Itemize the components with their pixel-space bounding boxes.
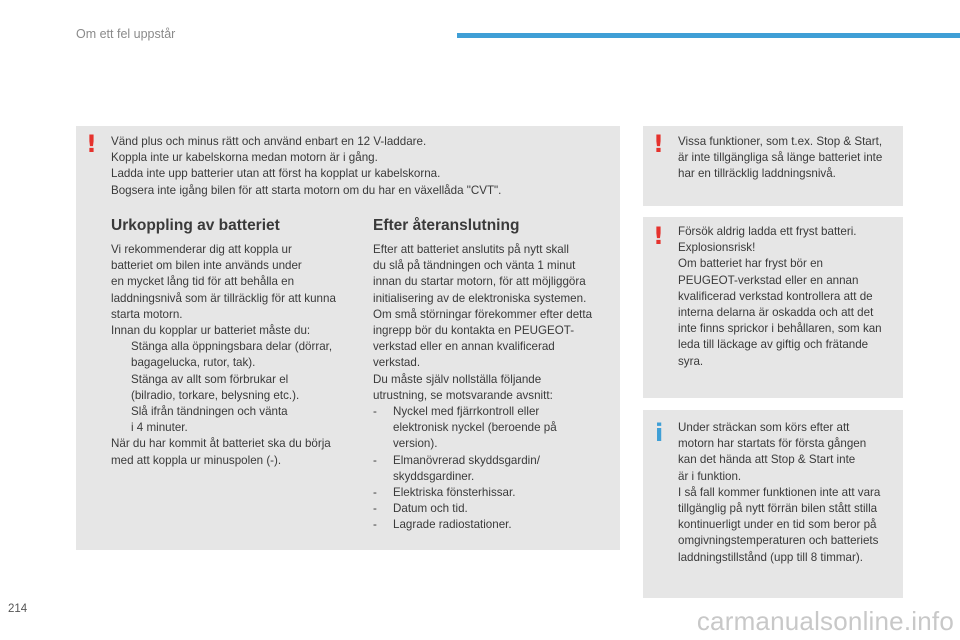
- dash-mark: -: [373, 453, 377, 467]
- reconnect-line: initialisering av de elektroniska systemen.: [373, 291, 587, 305]
- bullet-line: i 4 minuter.: [131, 421, 188, 435]
- reconnect-heading: Efter återanslutning: [373, 217, 520, 234]
- warning-icon: !: [86, 130, 97, 158]
- disconnect-heading: Urkoppling av batteriet: [111, 217, 280, 234]
- side-warning-line: PEUGEOT-verkstad eller en annan: [678, 273, 859, 287]
- disconnect-text: [111, 242, 361, 469]
- side-info-line: kontinuerligt under en tid som beror på: [678, 518, 877, 532]
- dash-mark: -: [373, 518, 377, 532]
- reconnect-line: verkstad.: [373, 356, 421, 370]
- top-warning-line: Koppla inte ur kabelskorna medan motorn är i gång.: [111, 151, 378, 165]
- item-line: Elmanövrerad skyddsgardin/: [393, 453, 540, 467]
- disconnect-line: starta motorn.: [111, 307, 183, 321]
- side-warning-1-text: [678, 134, 900, 183]
- side-info-line: motorn har startats för första gången: [678, 437, 867, 451]
- reconnect-line: innan du startar motorn, för att möjliggöra: [373, 275, 586, 289]
- reconnect-line: Efter att batteriet anslutits på nytt skall: [373, 243, 569, 256]
- side-warning-line: Vissa funktioner, som t.ex. Stop & Start,: [678, 135, 883, 148]
- side-warning-line: Explosionsrisk!: [678, 241, 756, 255]
- reconnect-line: Om små störningar förekommer efter detta: [373, 307, 593, 321]
- side-warning-line: kvalificerad verkstad kontrollera att de: [678, 289, 873, 303]
- disconnect-line: När du har kommit åt batteriet ska du börja: [111, 437, 331, 451]
- item-line: Nyckel med fjärrkontroll eller: [393, 405, 540, 419]
- reconnect-line: verkstad eller en annan kvalificerad: [373, 340, 555, 354]
- reconnect-item: [373, 517, 613, 533]
- dash-mark: -: [373, 502, 377, 516]
- reconnect-line: ingrepp bör du kontakta en PEUGEOT-: [373, 324, 575, 338]
- item-line: Elektriska fönsterhissar.: [393, 486, 516, 500]
- reconnect-line: Du måste själv nollställa följande: [373, 372, 542, 386]
- watermark: carmanualsonline.info: [696, 606, 954, 636]
- item-line: Datum och tid.: [393, 502, 468, 516]
- reconnect-text: [373, 242, 613, 534]
- dash-mark: -: [373, 405, 377, 419]
- section-title: Om ett fel uppstår: [76, 27, 176, 41]
- reconnect-line: du slå på tändningen och vänta 1 minut: [373, 259, 576, 273]
- warning-icon: !: [653, 222, 664, 250]
- side-info-line: omgivningstemperaturen och batteriets: [678, 534, 879, 548]
- top-warning-line: Bogsera inte igång bilen för att starta motorn om du har en växellåda "CVT".: [111, 183, 502, 197]
- bullet-line: bagagelucka, rutor, tak).: [131, 356, 256, 370]
- item-line: skyddsgardiner.: [393, 469, 475, 483]
- side-info-line: tillgänglig på nytt förrän bilen stått stilla: [678, 502, 878, 516]
- disconnect-line: laddningsnivå som är tillräcklig för att kunna: [111, 291, 336, 305]
- disconnect-line: batteriet om bilen inte används under: [111, 259, 302, 273]
- side-warning-line: leda till läckage av giftig och frätande: [678, 338, 869, 352]
- info-icon: i: [655, 419, 664, 447]
- disconnect-bullet: [111, 404, 361, 436]
- side-info-line: Under sträckan som körs efter att: [678, 421, 850, 434]
- side-warning-line: syra.: [678, 354, 704, 368]
- header-accent-bar: [457, 33, 960, 38]
- side-warning-line: har en tillräcklig laddningsnivå.: [678, 167, 836, 181]
- reconnect-item: [373, 485, 613, 501]
- disconnect-line: Vi rekommenderar dig att koppla ur: [111, 243, 292, 256]
- side-warning-line: Om batteriet har fryst bör en: [678, 257, 823, 271]
- side-info-line: är i funktion.: [678, 469, 742, 483]
- disconnect-line: en mycket lång tid för att behålla en: [111, 275, 295, 289]
- bullet-line: Slå ifrån tändningen och vänta: [131, 405, 288, 419]
- side-info-text: [678, 420, 900, 566]
- side-info-line: kan det hända att Stop & Start inte: [678, 453, 856, 467]
- item-line: elektronisk nyckel (beroende på: [393, 421, 557, 435]
- dash-mark: -: [373, 486, 377, 500]
- reconnect-line: utrustning, se motsvarande avsnitt:: [373, 388, 553, 402]
- bullet-line: (bilradio, torkare, belysning etc.).: [131, 388, 300, 402]
- reconnect-item: [373, 501, 613, 517]
- disconnect-bullet: [111, 339, 361, 371]
- top-warning-text: [111, 134, 611, 199]
- side-warning-2-text: [678, 224, 900, 370]
- side-warning-line: Försök aldrig ladda ett fryst batteri.: [678, 225, 857, 238]
- disconnect-line: Innan du kopplar ur batteriet måste du:: [111, 324, 311, 338]
- side-info-line: laddningstillstånd (upp till 8 timmar).: [678, 550, 863, 564]
- side-info-line: I så fall kommer funktionen inte att vara: [678, 485, 881, 499]
- reconnect-item: [373, 453, 613, 485]
- disconnect-line: med att koppla ur minuspolen (-).: [111, 453, 282, 467]
- side-warning-line: interna delarna är oskadda och att det: [678, 306, 874, 320]
- item-line: version).: [393, 437, 438, 451]
- disconnect-bullet: [111, 372, 361, 404]
- item-line: Lagrade radiostationer.: [393, 518, 512, 532]
- bullet-line: Stänga alla öppningsbara delar (dörrar,: [131, 340, 333, 354]
- side-warning-line: inte finns sprickor i behållaren, som kan: [678, 322, 882, 336]
- side-warning-line: är inte tillgängliga så länge batteriet inte: [678, 151, 883, 165]
- bullet-line: Stänga av allt som förbrukar el: [131, 372, 289, 386]
- warning-icon: !: [653, 130, 664, 158]
- reconnect-item: [373, 404, 613, 453]
- page-number: 214: [8, 603, 28, 615]
- top-warning-line: Ladda inte upp batterier utan att först ha kopplat ur kabelskorna.: [111, 167, 441, 181]
- top-warning-line: Vänd plus och minus rätt och använd enbart en 12 V-laddare.: [111, 135, 427, 148]
